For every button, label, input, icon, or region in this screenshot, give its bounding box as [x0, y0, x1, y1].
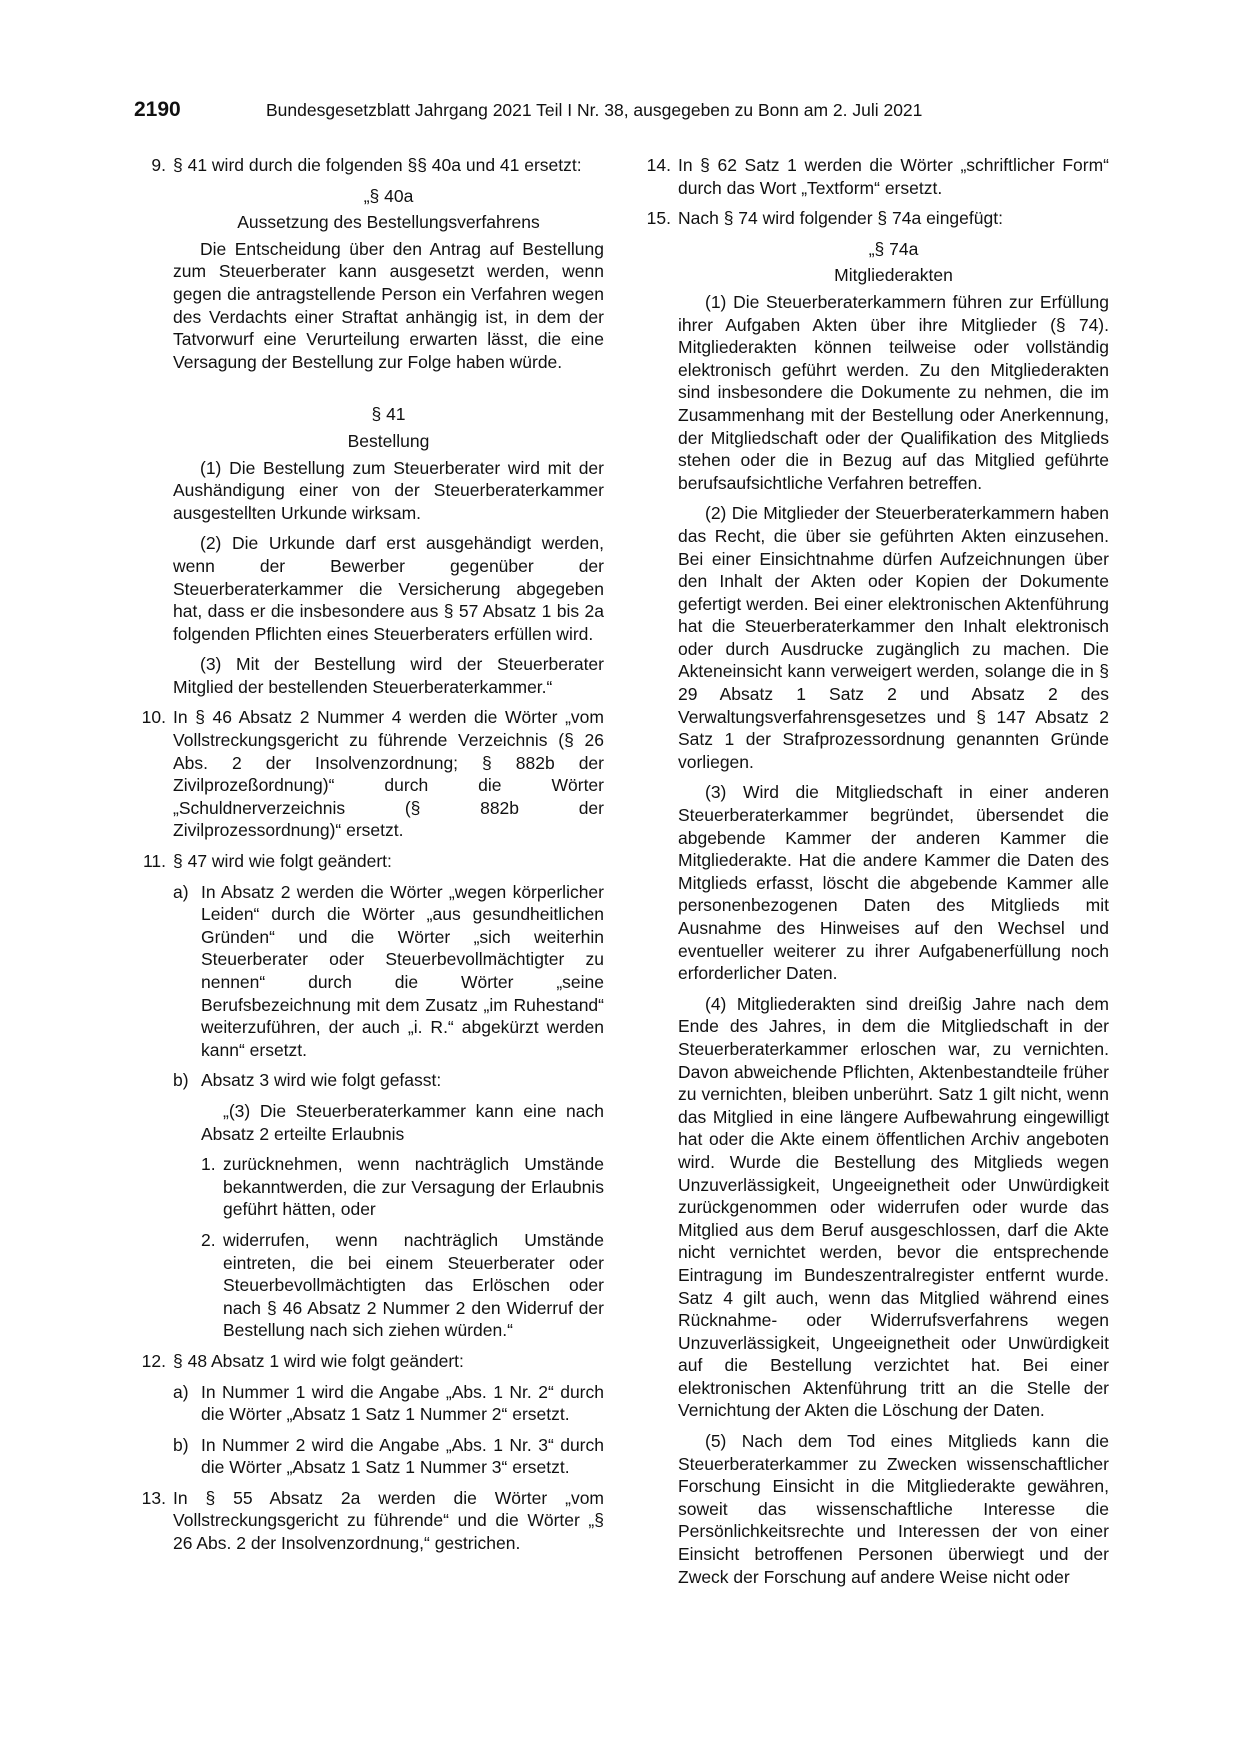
list-text: widerrufen, wenn nachträglich Umstände eintreten, die bei einem Steuerberater oder Steuerbevollmächtigten das Erlöschen oder nach § 46 Absatz 2 Nummer 2 den Widerruf der Bestellung nach sich ziehen würden.“ — [223, 1229, 604, 1341]
item-number: 9. — [151, 155, 166, 175]
sub-item-letter: a) — [173, 1381, 189, 1402]
section-41-paragraph-3: (3) Mit der Bestellung wird der Steuerberater Mitglied der bestellenden Steuerberaterkammer.“ — [173, 654, 604, 697]
amendment-item-9 — [134, 154, 604, 177]
section-41-title: § 41 — [371, 404, 406, 425]
section-41-paragraph-1: (1) Die Bestellung zum Steuerberater wird mit der Aushändigung einer von der Steuerberaterkammer ausgestellten Urkunde wirksam. — [173, 457, 604, 523]
item-number: 12. — [141, 1350, 166, 1371]
gazette-title: Bundesgesetzblatt Jahrgang 2021 Teil I Nr. 38, ausgegeben zu Bonn am 2. Juli 2021 — [266, 100, 923, 120]
sub-item-11a — [134, 881, 604, 1062]
item-number: 10. — [141, 707, 166, 728]
section-41-paragraph-2: (2) Die Urkunde darf erst ausgehändigt werden, wenn der Bewerber gegenüber der Steuerberaterkammer die Versicherung abgegeben hat, dass er die insbesondere aus § 57 Absatz 1 bis 2a folgenden Pflichten eines Steuerberaters erfüllen wird. — [173, 533, 604, 644]
sub-item-letter: a) — [173, 881, 189, 902]
left-column — [134, 154, 604, 1563]
right-column — [639, 154, 1109, 1596]
sub-item-text: In Absatz 2 werden die Wörter „wegen körperlicher Leiden“ durch die Wörter „aus gesundheitlichen Gründen“ und die Wörter „sich weiterhin Steuerberater oder Steuerbevollmächtigter zu nennen“ durch die Wörter „seine Berufsbezeichnung mit dem Zusatz „im Ruhestand“ weiterzuführen, der auch „i. R.“ abgekürzt werden kann“ ersetzt. — [201, 881, 604, 1060]
item-text: In § 55 Absatz 2a werden die Wörter „vom Vollstreckungsgericht zu führende“ und die Wörter „§ 26 Abs. 2 der Insolvenzordnung,“ gestrichen. — [173, 1487, 604, 1554]
quoted-list-item-2 — [134, 1229, 604, 1342]
sub-item-letter: b) — [173, 1434, 189, 1455]
item-number: 15. — [646, 208, 671, 229]
section-74a-paragraph-3: (3) Wird die Mitgliedschaft in einer anderen Steuerberaterkammer begründet, übersendet die abgebende Kammer der anderen Kammer die Mitgliederakte. Hat die andere Kammer die Daten des Mitglieds erfasst, löscht die abgebende Kammer alle personenbezogenen Daten des Mitglieds mit Ausnahme des Hinweises auf den Wechsel und eventueller weiterer zu ihrer Aufgabenerfüllung noch erforderlicher Daten. — [678, 782, 1109, 984]
section-74a-paragraph-1: (1) Die Steuerberaterkammern führen zur Erfüllung ihrer Aufgaben Akten über ihre Mitglieder (§ 74). Mitgliederakten können teilweise oder vollständig elektronisch geführt werden. Zu den Mitgliederakten sind insbesondere die Dokumente zu nehmen, die im Zusammenhang mit der Bestellung oder Anerkennung, der Mitgliedschaft oder der Qualifikation des Mitglieds stehen oder die in Bezug auf das Mitglied geführte berufsaufsichtliche Verfahren betreffen. — [678, 291, 1109, 493]
item-number: 14. — [646, 155, 671, 175]
section-40a-heading: Aussetzung des Bestellungsverfahrens — [237, 212, 540, 233]
list-number: 1. — [201, 1154, 216, 1175]
item-text: In § 46 Absatz 2 Nummer 4 werden die Wörter „vom Vollstreckungsgericht zu führende Verzeichnis (§ 26 Abs. 2 der Insolvenzordnung; § 882b der Zivilprozeßordnung)“ durch die Wörter „Schuldnerverzeichnis (§ 882b der Zivilprozessordnung)“ ersetzt. — [173, 707, 604, 841]
section-40a-title: „§ 40a — [363, 185, 414, 206]
item-number: 11. — [142, 851, 166, 872]
section-74a-heading: Mitgliederakten — [834, 265, 953, 286]
amendment-item-15 — [639, 207, 1109, 230]
amendment-item-11 — [134, 850, 604, 873]
item-text: In § 62 Satz 1 werden die Wörter „schriftlicher Form“ durch das Wort „Textform“ ersetzt. — [678, 155, 1109, 198]
item-text: § 47 wird wie folgt geändert: — [173, 851, 392, 872]
page-number: 2190 — [134, 98, 181, 121]
amendment-item-14 — [639, 154, 1109, 199]
sub-item-letter: b) — [173, 1070, 189, 1091]
list-number: 2. — [201, 1229, 216, 1250]
amendment-item-12 — [134, 1350, 604, 1373]
amendment-item-13 — [134, 1487, 604, 1555]
sub-item-text: Absatz 3 wird wie folgt gefasst: — [201, 1070, 442, 1091]
sub-item-text: In Nummer 1 wird die Angabe „Abs. 1 Nr. 2“ durch die Wörter „Absatz 1 Satz 1 Nummer 2“ ersetzt. — [201, 1381, 604, 1425]
sub-item-text: In Nummer 2 wird die Angabe „Abs. 1 Nr. 3“ durch die Wörter „Absatz 1 Satz 1 Nummer 3“ ersetzt. — [201, 1434, 604, 1478]
item-text: § 41 wird durch die folgenden §§ 40a und 41 ersetzt: — [173, 155, 582, 175]
list-text: zurücknehmen, wenn nachträglich Umstände bekanntwerden, die zur Versagung der Erlaubnis geführt hätten, oder — [223, 1154, 604, 1220]
section-74a-title: „§ 74a — [868, 238, 919, 259]
section-74a-paragraph-4: (4) Mitgliederakten sind dreißig Jahre nach dem Ende des Jahres, in dem die Mitgliedschaft in der Steuerberaterkammer erloschen war, zu vernichten. Davon abweichende Pflichten, Aktenbestandteile früher zu vernichten, bleiben unberührt. Satz 1 gilt nicht, wenn das Mitglied in eine längere Aufbewahrung eingewilligt hat oder die Akte einem öffentlichen Archiv angeboten wird. Wurde die Bestellung des Mitglieds wegen Unzuverlässigkeit, Ungeeignetheit oder Unwürdigkeit zurückgenommen oder widerrufen oder wurde das Mitglied aus dem Beruf ausgeschlossen, darf die Akte nicht vernichtet werden, bevor die entsprechende Eintragung im Bundeszentralregister entfernt wurde. Satz 4 gilt auch, wenn das Mitglied während eines Rücknahme- oder Widerrufsverfahrens wegen Unzuverlässigkeit, Ungeeignetheit oder Unwürdigkeit auf die Bestellung verzichtet hat. Bei einer elektronischen Aktenführung tritt an die Stelle der Vernichtung der Akten die Löschung der Daten. — [678, 993, 1109, 1421]
amendment-item-10 — [134, 706, 604, 842]
item-text: Nach § 74 wird folgender § 74a eingefügt: — [678, 208, 1003, 229]
section-40a-body: Die Entscheidung über den Antrag auf Bestellung zum Steuerberater kann ausgesetzt werden, wenn gegen die antragstellende Person ein Verfahren wegen des Verdachts einer Straftat anhängig ist, in dem der Tatvorwurf eine Verurteilung erwarten lässt, die eine Versagung der Bestellung zur Folge haben würde. — [173, 238, 604, 372]
section-41-heading: Bestellung — [347, 430, 430, 451]
quoted-list-item-1 — [134, 1153, 604, 1221]
sub-item-11b — [134, 1069, 604, 1092]
item-number: 13. — [141, 1487, 166, 1508]
quoted-paragraph-3: „(3) Die Steuerberaterkammer kann eine nach Absatz 2 erteilte Erlaubnis — [201, 1100, 604, 1144]
section-74a-paragraph-5: (5) Nach dem Tod eines Mitglieds kann die Steuerberaterkammer zu Zwecken wissenschaftlicher Forschung Einsicht in die Mitgliederakte gewähren, soweit das wissenschaftliche Interesse die Persönlichkeitsrechte und Interessen der von einer Einsicht betroffenen Personen überwiegt und der Zweck der Forschung auf andere Weise nicht oder — [678, 1431, 1109, 1587]
item-text: § 48 Absatz 1 wird wie folgt geändert: — [173, 1350, 464, 1371]
sub-item-12b — [134, 1434, 604, 1479]
page-header — [134, 98, 1109, 128]
section-74a-paragraph-2: (2) Die Mitglieder der Steuerberaterkammern haben das Recht, die über sie geführten Akten einzusehen. Bei einer Einsichtnahme dürfen Aufzeichnungen über den Inhalt der Akten oder Kopien der Dokumente gefertigt werden. Bei einer elektronischen Aktenführung hat die Steuerberaterkammer den Inhalt elektronisch oder durch Ausdrucke zugänglich zu machen. Die Akteneinsicht kann verweigert werden, solange die in § 29 Absatz 1 Satz 2 und Absatz 2 des Verwaltungsverfahrensgesetzes und § 147 Absatz 2 Satz 1 der Strafprozessordnung genannten Gründe vorliegen. — [678, 503, 1109, 772]
sub-item-12a — [134, 1381, 604, 1426]
